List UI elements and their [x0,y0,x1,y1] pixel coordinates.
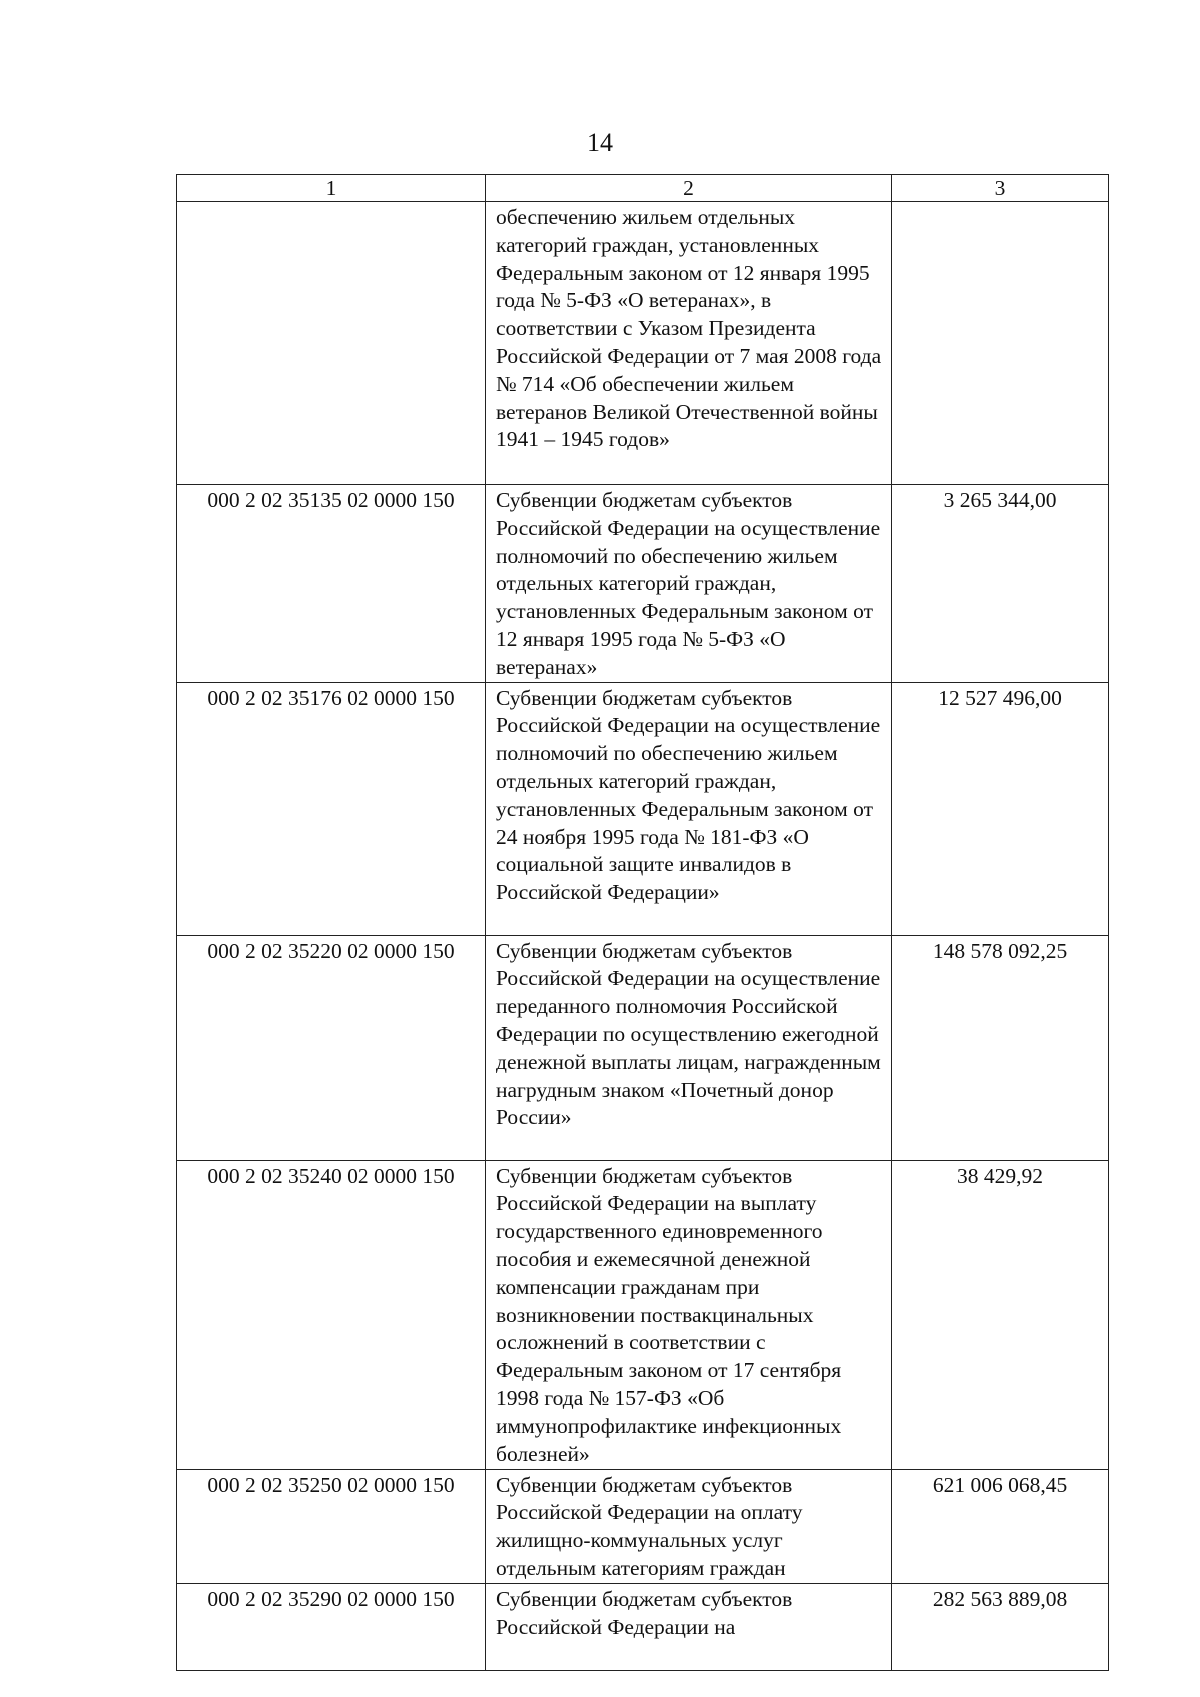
table-row [177,485,1109,683]
name-cell: обеспечению жильем отдельных категорий граждан, установленных Федеральным законом от 12 января 1995 года № 5-ФЗ «О ветеранах», в соответствии с Указом Президента Российской Федерации от 7 мая 2008 года № 714 «Об обеспечении жильем ветеранов Великой Отечественной войны 1941 – 1945 годов» [486,202,892,485]
code-cell: 000 2 02 35290 02 0000 150 [177,1583,486,1670]
amount-cell: 282 563 889,08 [892,1583,1109,1670]
name-cell: Субвенции бюджетам субъектов Российской Федерации на осуществление полномочий по обеспечению жильем отдельных категорий граждан, установленных Федеральным законом от 12 января 1995 года № 5-ФЗ «О ветеранах» [486,485,892,683]
code-cell: 000 2 02 35220 02 0000 150 [177,935,486,1160]
name-cell: Субвенции бюджетам субъектов Российской Федерации на осуществление переданного полномочия Российской Федерации по осуществлению ежегодной денежной выплаты лицам, награжденным нагрудным знаком «Почетный донор России» [486,935,892,1160]
code-cell: 000 2 02 35250 02 0000 150 [177,1469,486,1583]
amount-cell: 3 265 344,00 [892,485,1109,683]
table-row [177,1583,1109,1670]
page-number: 14 [587,128,613,157]
amount-cell: 148 578 092,25 [892,935,1109,1160]
header-cell-name: 2 [486,175,892,202]
amount-cell: 38 429,92 [892,1160,1109,1469]
header-cell-code: 1 [177,175,486,202]
header-cell-amount: 3 [892,175,1109,202]
code-cell: 000 2 02 35240 02 0000 150 [177,1160,486,1469]
amount-cell [892,202,1109,485]
name-cell: Субвенции бюджетам субъектов Российской Федерации на [486,1583,892,1670]
amount-cell: 621 006 068,45 [892,1469,1109,1583]
table-row [177,202,1109,485]
name-cell: Субвенции бюджетам субъектов Российской Федерации на выплату государственного единовременного пособия и ежемесячной денежной компенсации гражданам при возникновении поствакцинальных осложнений в соответствии с Федеральным законом от 17 сентября 1998 года № 157-ФЗ «Об иммунопрофилактике инфекционных болезней» [486,1160,892,1469]
name-cell: Субвенции бюджетам субъектов Российской Федерации на оплату жилищно-коммунальных услуг отдельным категориям граждан [486,1469,892,1583]
table-row [177,682,1109,935]
budget-table [176,174,1109,1671]
amount-cell: 12 527 496,00 [892,682,1109,935]
table-row [177,935,1109,1160]
table-row [177,1160,1109,1469]
code-cell: 000 2 02 35135 02 0000 150 [177,485,486,683]
name-cell: Субвенции бюджетам субъектов Российской Федерации на осуществление полномочий по обеспечению жильем отдельных категорий граждан, установленных Федеральным законом от 24 ноября 1995 года № 181-ФЗ «О социальной защите инвалидов в Российской Федерации» [486,682,892,935]
code-cell: 000 2 02 35176 02 0000 150 [177,682,486,935]
table-row [177,1469,1109,1583]
table-header-row [177,175,1109,202]
code-cell [177,202,486,485]
